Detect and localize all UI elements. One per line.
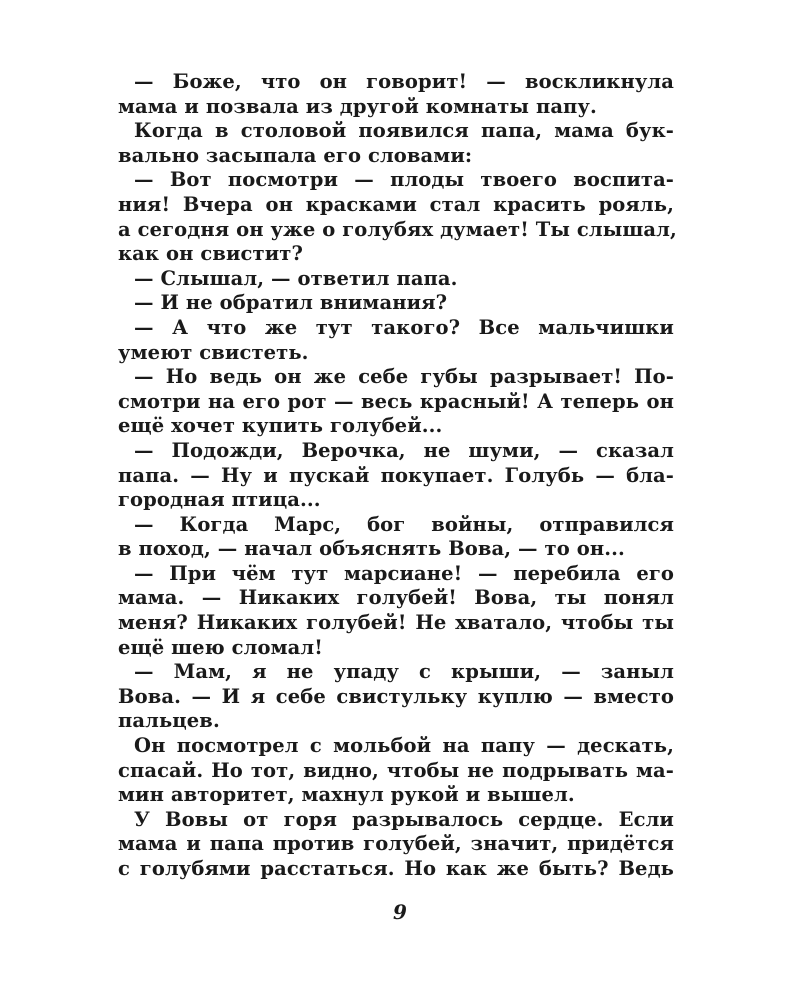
text-line: мама. — Никаких голубей! Вова, ты понял: [118, 586, 674, 610]
text-line: — Когда Марс, бог войны, отправился: [134, 512, 674, 536]
text-line: мин авторитет, махнул рукой и вышел.: [118, 783, 575, 807]
text-line: умеют свистеть.: [118, 340, 309, 364]
text-line: — Но ведь он же себе губы разрывает! По-: [134, 365, 674, 389]
text-line: в поход, — начал объяснять Вова, — то он...: [118, 537, 625, 561]
text-line: Вова. — И я себе свистульку куплю — вместо: [118, 684, 674, 708]
text-line: мама и папа против голубей, значит, придётся: [118, 832, 674, 856]
text-line: — Боже, что он говорит! — воскликнула: [134, 70, 674, 93]
text-line: ния! Вчера он красками стал красить рояль,: [118, 192, 674, 216]
text-line: пальцев.: [118, 709, 220, 733]
text-line: — Подожди, Верочка, не шуми, — сказал: [134, 438, 674, 462]
text-line: спасай. Но тот, видно, чтобы не подрывать ма-: [118, 758, 674, 782]
text-line: вально засыпала его словами:: [118, 143, 473, 167]
text-line: Когда в столовой появился папа, мама бук-: [134, 119, 674, 143]
text-line: — Мам, я не упаду с крыши, — заныл: [134, 660, 674, 684]
text-line: У Вовы от горя разрывалось сердце. Если: [134, 807, 674, 831]
text-line: с голубями расстаться. Но как же быть? Ведь: [118, 857, 674, 880]
text-line: — Вот посмотри — плоды твоего воспита-: [134, 168, 674, 192]
text-line: как он свистит?: [118, 242, 303, 266]
text-line: — При чём тут марсиане! — перебила его: [134, 561, 674, 585]
text-line: мама и позвала из другой комнаты папу.: [118, 94, 597, 118]
text-line: папа. — Ну и пускай покупает. Голубь — бла-: [118, 463, 674, 487]
text-line: а сегодня он уже о голубях думает! Ты слышал,: [118, 217, 677, 241]
text-line: городная птица...: [118, 488, 321, 512]
body-text: [118, 70, 677, 882]
text-line: — И не обратил внимания?: [134, 291, 448, 315]
page-number: 9: [393, 900, 407, 924]
text-line: смотри на его рот — весь красный! А теперь он: [118, 389, 674, 413]
text-line: меня? Никаких голубей! Не хватало, чтобы ты: [118, 611, 674, 635]
text-line: — Слышал, — ответил папа.: [134, 266, 458, 290]
text-line: Он посмотрел с мольбой на папу — дескать,: [134, 734, 674, 758]
text-line: — А что же тут такого? Все мальчишки: [134, 315, 674, 339]
text-line: ещё шею сломал!: [118, 635, 323, 659]
text-line: ещё хочет купить голубей...: [118, 414, 443, 438]
